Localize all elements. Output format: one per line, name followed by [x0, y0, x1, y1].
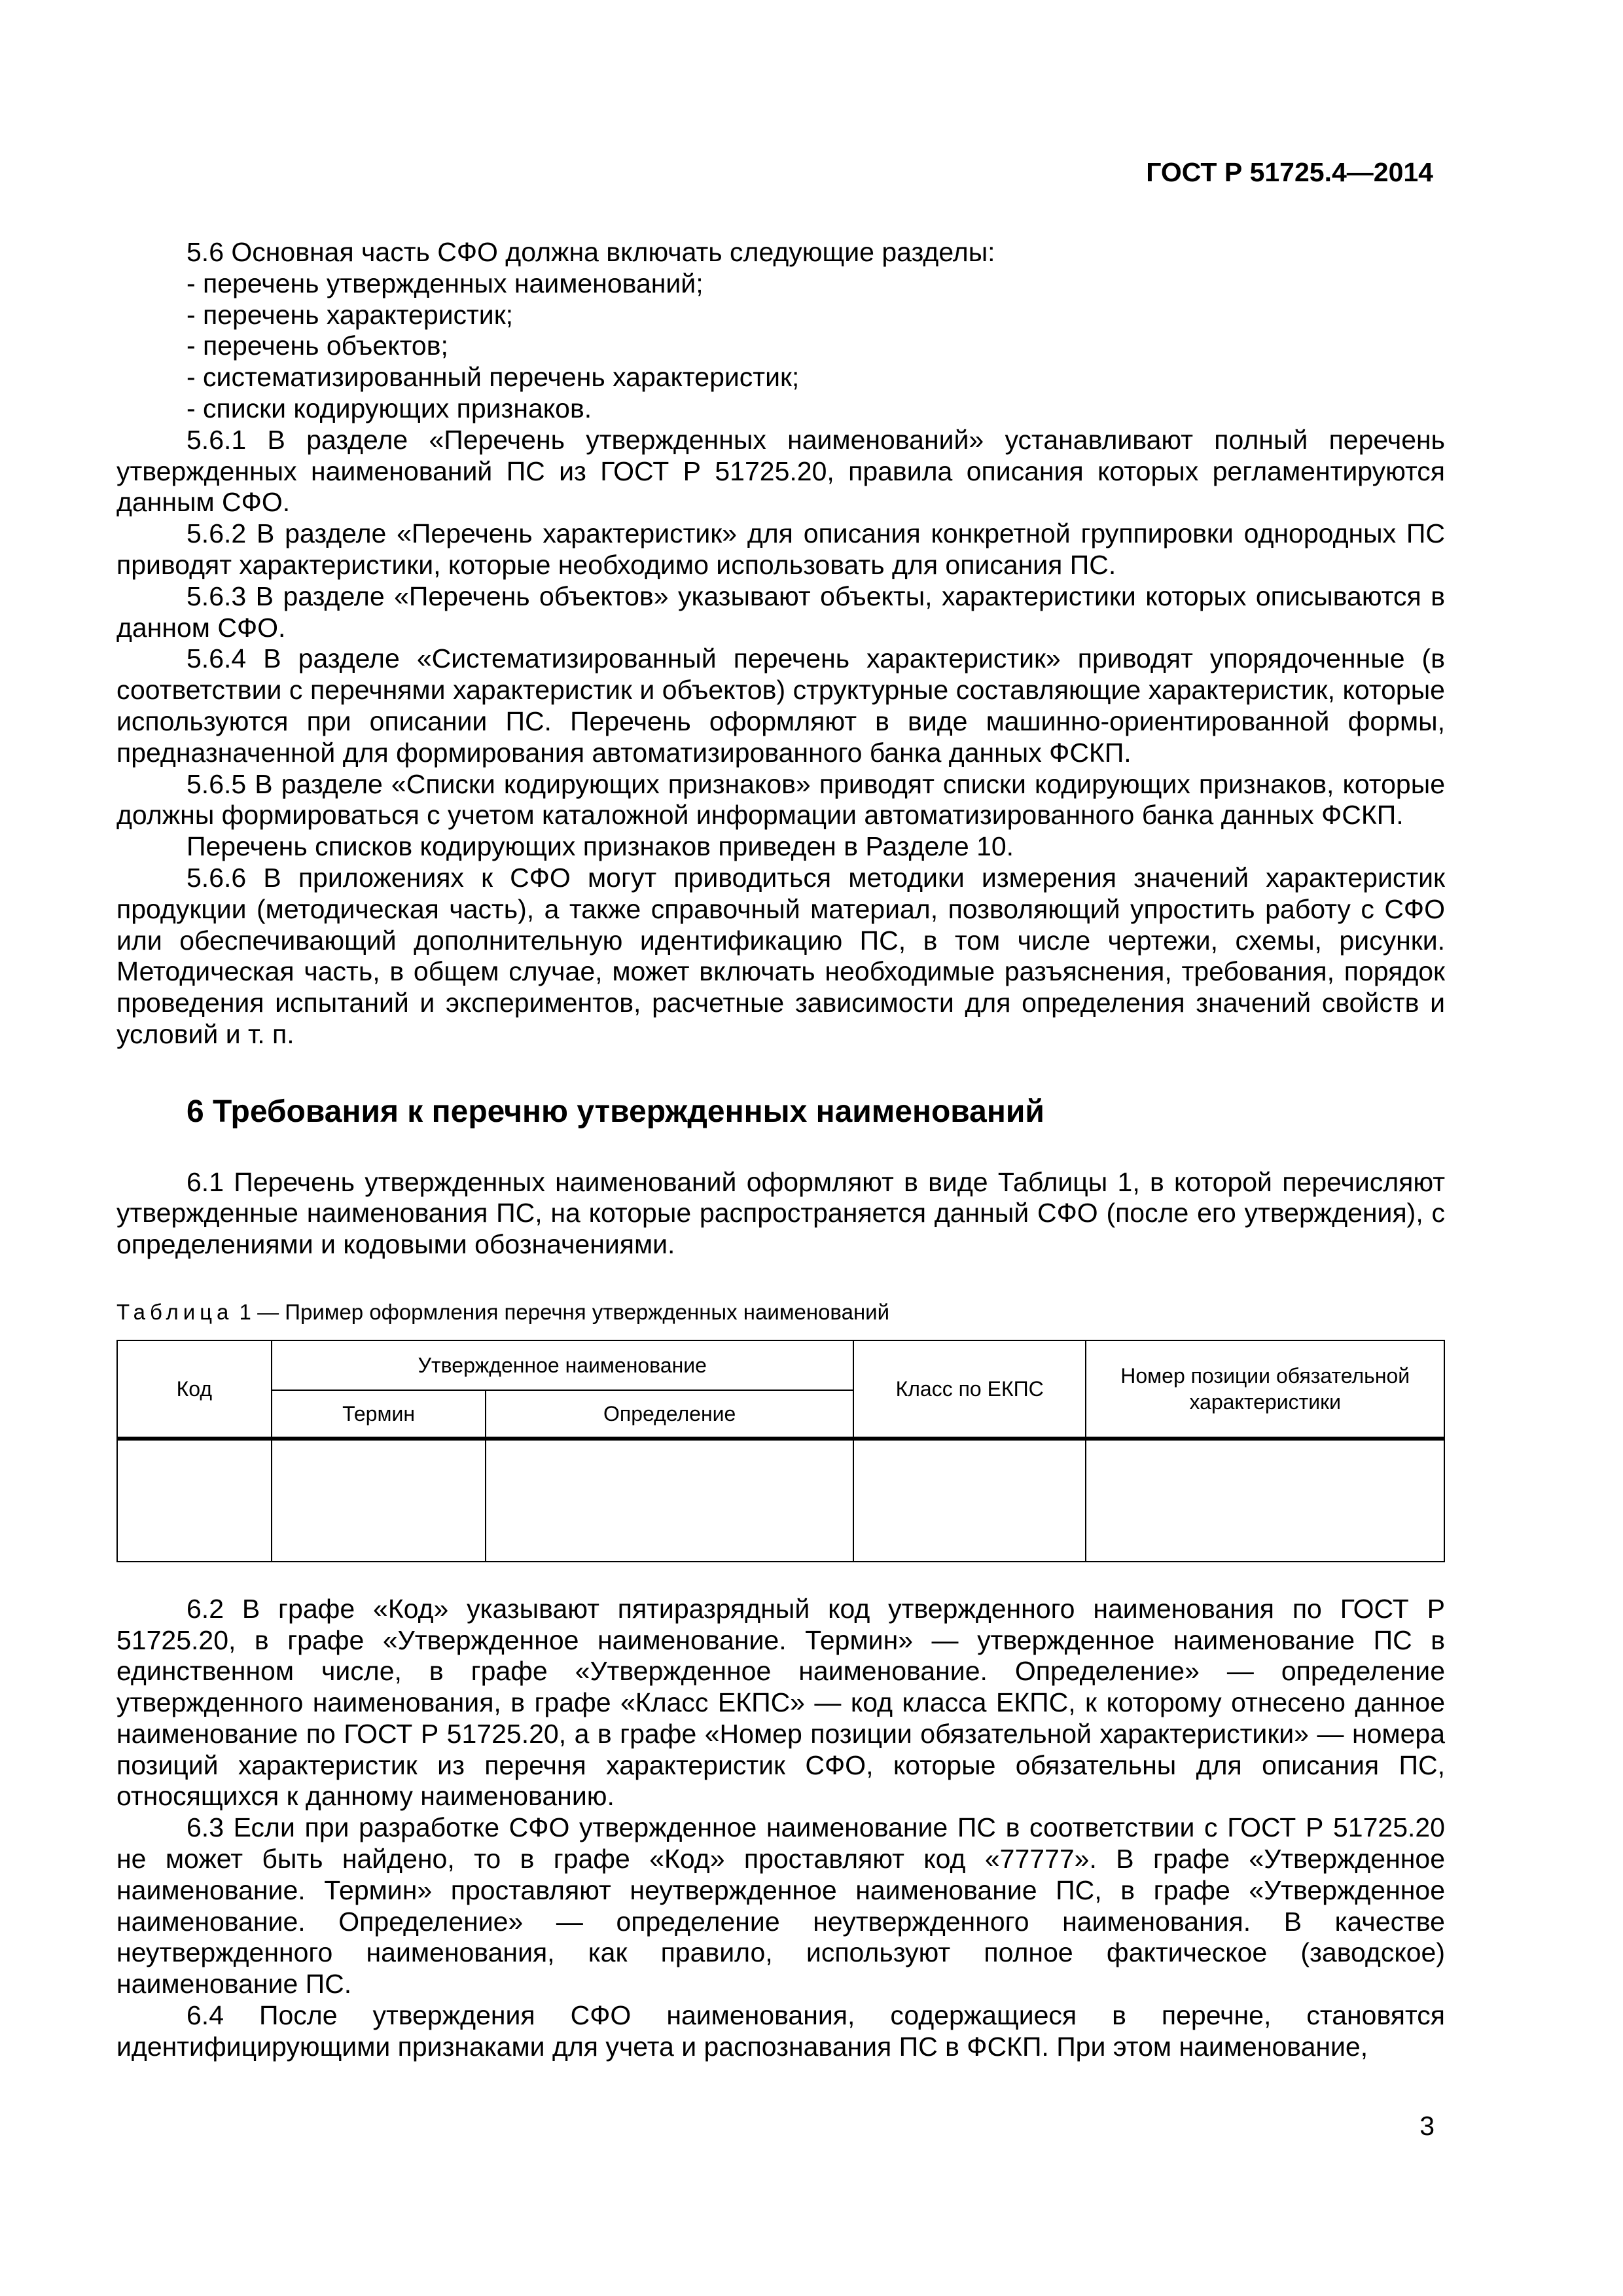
paragraph-6-4: 6.4 После утверждения СФО наименования, содержащиеся в перечне, становятся идентифицирующими признаками для учета и распознавания ПС в ФСКП. При этом наименование, — [116, 2000, 1445, 2062]
col-header-approved-name: Утвержденное наименование — [272, 1340, 853, 1390]
paragraph-5-6-2: 5.6.2 В разделе «Перечень характеристик» для описания конкретной группировки однородных ПС приводят характеристики, которые необходимо использовать для описания ПС. — [116, 518, 1445, 580]
paragraph-coding-lists: Перечень списков кодирующих признаков приведен в Разделе 10. — [187, 831, 1014, 862]
col-header-term: Термин — [272, 1390, 486, 1439]
col-header-definition: Определение — [486, 1390, 853, 1439]
paragraph-5-6-1: 5.6.1 В разделе «Перечень утвержденных наименований» устанавливают полный перечень утвержденных наименований ПС из ГОСТ Р 51725.20, правила описания которых регламентируются данным СФО. — [116, 424, 1445, 518]
section-6-heading: 6 Требования к перечню утвержденных наименований — [187, 1094, 1044, 1129]
col-header-class: Класс по ЕКПС — [853, 1340, 1086, 1439]
table-cell — [486, 1439, 853, 1562]
page-number: 3 — [1419, 2111, 1435, 2141]
paragraph-5-6-4: 5.6.4 В разделе «Систематизированный перечень характеристик» приводят упорядоченные (в соответствии с перечнями характеристик и объектов) структурные составляющие характеристик, которые используются при описании ПС. Перечень оформляют в виде машинно-ориентированной формы, предназначенной для формирования автоматизированного банка данных ФСКП. — [116, 643, 1445, 768]
table-row — [117, 1439, 1444, 1562]
table-cell — [117, 1439, 272, 1562]
table-cell — [272, 1439, 486, 1562]
col-header-position: Номер позиции обязательной характеристики — [1086, 1340, 1444, 1439]
document-id-header: ГОСТ Р 51725.4—2014 — [1146, 157, 1433, 187]
col-header-code: Код — [117, 1340, 272, 1439]
paragraph-5-6: 5.6 Основная часть СФО должна включать следующие разделы: — [187, 237, 995, 267]
table-caption-word: Таблица — [116, 1299, 234, 1324]
table-cell — [1086, 1439, 1444, 1562]
paragraph-6-2: 6.2 В графе «Код» указывают пятиразрядный код утвержденного наименования по ГОСТ Р 51725.20, в графе «Утвержденное наименование. Термин» — утвержденное наименование ПС в единственном числе, в графе «Утвержденное наименование. Определение» — определение утвержденного наименования, в графе «Класс ЕКПС» — код класса ЕКПС, к которому отнесено данное наименование по ГОСТ Р 51725.20, а в графе «Номер позиции обязательной характеристики» — номера позиций характеристик из перечня характеристик СФО, которые обязательны для описания ПС, относящихся к данному наименованию. — [116, 1593, 1445, 1812]
paragraph-5-6-5: 5.6.5 В разделе «Списки кодирующих признаков» приводят списки кодирующих признаков, которые должны формироваться с учетом каталожной информации автоматизированного банка данных ФСКП. — [116, 768, 1445, 831]
list-item: - списки кодирующих признаков. — [187, 393, 592, 423]
page-body — [116, 237, 1445, 2063]
table-cell — [853, 1439, 1086, 1562]
list-item: - перечень утвержденных наименований; — [187, 268, 704, 298]
paragraph-5-6-6: 5.6.6 В приложениях к СФО могут приводиться методики измерения значений характеристик продукции (методическая часть), а также справочный материал, позволяющий упростить работу с СФО или обеспечивающий дополнительную идентификацию ПС, в том числе чертежи, схемы, рисунки. Методическая часть, в общем случае, может включать необходимые разъяснения, требования, порядок проведения испытаний и экспериментов, расчетные зависимости для определения значений свойств и условий и т. п. — [116, 862, 1445, 1049]
list-item: - перечень объектов; — [187, 331, 448, 361]
table-caption-text: 1 — Пример оформления перечня утвержденных наименований — [233, 1299, 890, 1324]
paragraph-6-1: 6.1 Перечень утвержденных наименований оформляют в виде Таблицы 1, в которой перечисляют утвержденные наименования ПС, на которые распространяется данный СФО (после его утверждения), с определениями и кодовыми обозначениями. — [116, 1166, 1445, 1260]
paragraph-5-6-3: 5.6.3 В разделе «Перечень объектов» указывают объекты, характеристики которых описываются в данном СФО. — [116, 581, 1445, 643]
list-item: - перечень характеристик; — [187, 299, 514, 330]
paragraph-6-3: 6.3 Если при разработке СФО утвержденное наименование ПС в соответствии с ГОСТ Р 51725.20 не может быть найдено, то в графе «Код» проставляют код «77777». В графе «Утвержденное наименование. Термин» проставляют неутвержденное наименование ПС, в графе «Утвержденное наименование. Определение» — определение неутвержденного наименования. В качестве неутвержденного наименования, как правило, используют полное фактическое (заводское) наименование ПС. — [116, 1812, 1445, 2000]
approved-names-table — [116, 1340, 1445, 1562]
list-item: - систематизированный перечень характеристик; — [187, 362, 800, 393]
table-caption — [116, 1297, 1445, 1328]
sections-list — [116, 268, 1445, 425]
